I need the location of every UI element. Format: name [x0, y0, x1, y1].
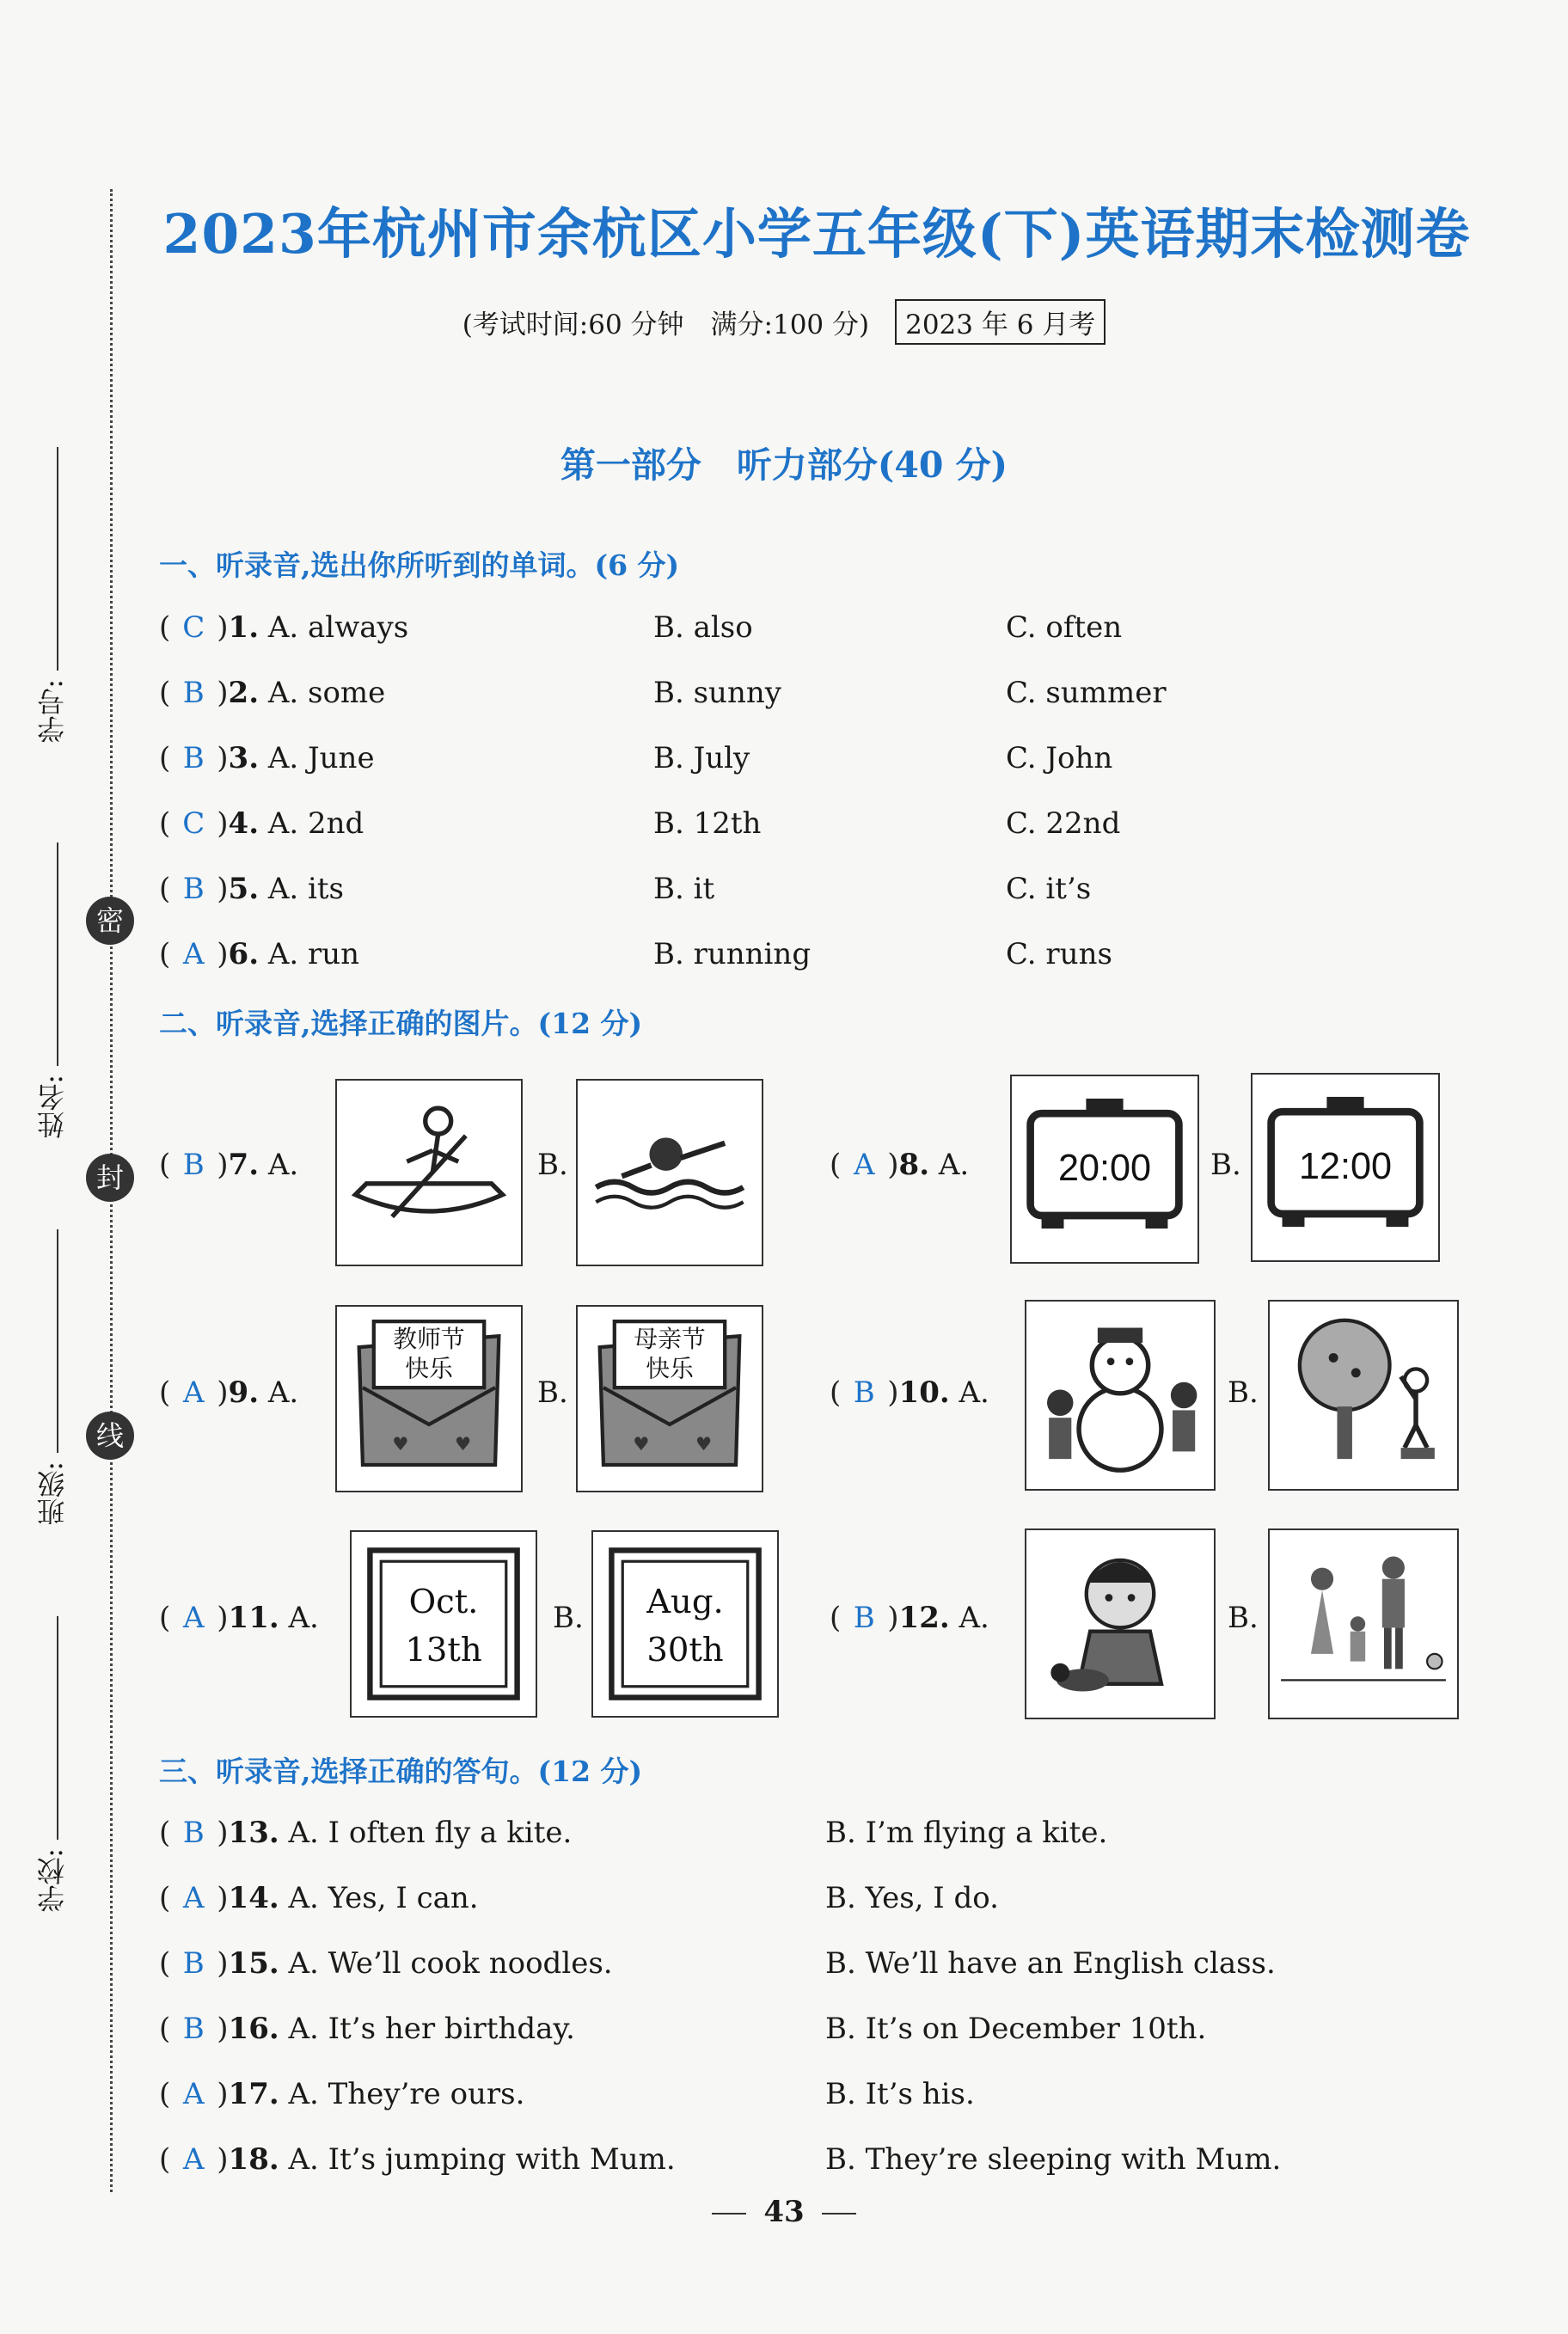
answer: A: [182, 1601, 205, 1635]
option-a: A. some: [267, 676, 386, 710]
boy-with-dog-icon: [1025, 1528, 1216, 1719]
option-a: A. It’s her birthday.: [288, 2012, 575, 2046]
option-a: A. run: [267, 937, 360, 971]
exam-info: [0, 299, 1568, 345]
question-number: 18.: [228, 2142, 279, 2177]
option-b: B. July: [653, 741, 750, 775]
option-b: B. I’m flying a kite.: [825, 1816, 1108, 1850]
page-number-text: 43: [763, 2195, 805, 2229]
clock-b-text: 12:00: [1298, 1145, 1393, 1187]
option-c: C. 22nd: [1006, 806, 1121, 841]
answer: B: [853, 1601, 875, 1635]
date-b-month: Aug.: [646, 1583, 724, 1622]
answer: B: [182, 872, 205, 906]
option-a: A. We’ll cook noodles.: [288, 1946, 613, 1981]
mothers-day-card-icon: [576, 1305, 763, 1492]
option-a: A. I often fly a kite.: [288, 1816, 573, 1850]
question-15: ( B )15. A. We’ll cook noodles.: [159, 1946, 613, 1981]
question-4: ( C )4. A. 2nd: [159, 806, 364, 841]
question-14: ( A )14. A. Yes, I can.: [159, 1881, 479, 1915]
question-1: ( C )1. A. always: [159, 610, 409, 645]
option-b: B. It’s on December 10th.: [825, 2012, 1207, 2046]
question-16: ( B )16. A. It’s her birthday.: [159, 2012, 575, 2046]
answer: B: [182, 1148, 205, 1182]
question-number: 2.: [228, 676, 260, 710]
teachers-day-card-icon: [335, 1305, 523, 1492]
answer: B: [182, 676, 205, 710]
option-a: A. Yes, I can.: [288, 1881, 479, 1915]
school-line: [57, 1616, 58, 1840]
section2-heading: 二、听录音,选择正确的图片。(12 分): [159, 1007, 643, 1040]
option-b: B. Yes, I do.: [825, 1881, 999, 1915]
option-b: B. We’ll have an English class.: [825, 1946, 1276, 1981]
exam-date-box: 2023 年 6 月考: [895, 299, 1106, 345]
answer: B: [182, 1946, 205, 1981]
option-c: C. often: [1006, 610, 1123, 645]
option-c: C. runs: [1006, 937, 1112, 971]
question-6: ( A )6. A. run: [159, 937, 360, 971]
option-b: B. 12th: [653, 806, 762, 841]
question-number: 14.: [228, 1881, 279, 1915]
option-b: B. They’re sleeping with Mum.: [825, 2142, 1282, 2177]
question-number: 4.: [228, 806, 260, 841]
question-number: 15.: [228, 1946, 279, 1981]
question-2: ( B )2. A. some: [159, 676, 386, 710]
question-13: ( B )13. A. I often fly a kite.: [159, 1816, 573, 1850]
answer: A: [182, 1881, 205, 1915]
question-17: ( A )17. A. They’re ours.: [159, 2077, 525, 2111]
date-calendar-b-icon: [591, 1530, 779, 1718]
card-a-line1: 教师节: [393, 1325, 465, 1354]
question-number: 8.: [898, 1148, 930, 1182]
answer: C: [182, 610, 205, 645]
part1-title: 第一部分 听力部分(40 分): [560, 444, 1008, 486]
option-b: B. it: [653, 872, 715, 906]
svg-text:♥: ♥: [454, 1433, 472, 1455]
option-b-label: B.: [1228, 1601, 1259, 1635]
clock-12-icon: [1251, 1073, 1440, 1262]
seal-feng: 封: [86, 1154, 134, 1202]
exam-duration: (考试时间:60 分钟 满分:100 分): [462, 309, 870, 340]
rowing-boat-icon: [335, 1079, 523, 1266]
answer: B: [182, 1816, 205, 1850]
answer: B: [182, 2012, 205, 2046]
section1-heading: 一、听录音,选出你所听到的单词。(6 分): [159, 548, 680, 582]
option-a-label: A.: [959, 1375, 989, 1410]
question-number: 17.: [228, 2077, 279, 2111]
card-a-line2: 快乐: [405, 1354, 453, 1383]
option-b-label: B.: [537, 1375, 568, 1410]
answer: A: [182, 2142, 205, 2177]
question-number: 12.: [898, 1601, 950, 1635]
answer: A: [853, 1148, 875, 1182]
svg-text:♥: ♥: [392, 1433, 409, 1455]
date-calendar-a-icon: [350, 1530, 537, 1718]
option-b: B. sunny: [653, 676, 781, 710]
question-5: ( B )5. A. its: [159, 872, 344, 906]
swimming-icon: [576, 1079, 763, 1266]
answer: A: [182, 2077, 205, 2111]
page-number: [0, 2195, 1568, 2229]
option-b-label: B.: [537, 1148, 568, 1182]
snowman-icon: [1025, 1300, 1216, 1491]
question-number: 10.: [898, 1375, 950, 1410]
option-c: C. summer: [1006, 676, 1167, 710]
question-number: 7.: [228, 1148, 260, 1182]
option-a-label: A.: [959, 1601, 989, 1635]
question-9: ( A )9. A.: [159, 1375, 299, 1410]
date-a-day: 13th: [405, 1630, 482, 1669]
option-a: A. always: [267, 610, 409, 645]
option-b: B. running: [653, 937, 812, 971]
seal-xian: 线: [86, 1412, 134, 1460]
svg-text:♥: ♥: [695, 1433, 713, 1455]
question-11: ( A )11. A.: [159, 1601, 319, 1635]
page-title: 2023年杭州市余杭区小学五年级(下)英语期末检测卷: [162, 202, 1471, 266]
question-number: 13.: [228, 1816, 279, 1850]
option-c: C. it’s: [1006, 872, 1092, 906]
answer: A: [182, 1375, 205, 1410]
name-line: [57, 842, 58, 1066]
option-a: A. 2nd: [267, 806, 364, 841]
svg-text:♥: ♥: [633, 1433, 650, 1455]
answer: A: [182, 937, 205, 971]
option-b: B. It’s his.: [825, 2077, 975, 2111]
card-b-line1: 母亲节: [634, 1325, 706, 1354]
option-a-label: A.: [288, 1601, 319, 1635]
date-b-day: 30th: [646, 1630, 724, 1669]
option-a-label: A.: [267, 1148, 299, 1182]
question-number: 9.: [228, 1375, 260, 1410]
option-c: C. John: [1006, 741, 1113, 775]
seal-mi: 密: [86, 897, 134, 945]
question-8: ( A )8. A.: [830, 1148, 970, 1182]
student-id-label: 学号:: [36, 679, 69, 744]
question-number: 16.: [228, 2012, 279, 2046]
option-a: A. They’re ours.: [288, 2077, 525, 2111]
option-a-label: A.: [267, 1375, 299, 1410]
answer: B: [182, 741, 205, 775]
option-a: A. June: [267, 741, 375, 775]
question-number: 1.: [228, 610, 260, 645]
school-label: 学校:: [36, 1848, 69, 1913]
clock-a-text: 20:00: [1057, 1147, 1152, 1189]
question-number: 6.: [228, 937, 260, 971]
question-number: 5.: [228, 872, 260, 906]
clock-20-icon: [1010, 1075, 1199, 1264]
option-b: B. also: [653, 610, 753, 645]
answer: B: [853, 1375, 875, 1410]
class-label: 班级:: [36, 1461, 69, 1526]
question-number: 3.: [228, 741, 260, 775]
class-line: [57, 1229, 58, 1453]
name-label: 姓名:: [36, 1075, 69, 1139]
option-b-label: B.: [553, 1601, 584, 1635]
question-7: ( B )7. A.: [159, 1148, 299, 1182]
apple-picking-icon: [1268, 1300, 1459, 1491]
option-a: A. its: [267, 872, 344, 906]
answer: C: [182, 806, 205, 841]
question-number: 11.: [228, 1601, 279, 1635]
option-b-label: B.: [1210, 1148, 1241, 1182]
question-18: ( A )18. A. It’s jumping with Mum.: [159, 2142, 676, 2177]
section3-heading: 三、听录音,选择正确的答句。(12 分): [159, 1755, 643, 1788]
question-12: ( B )12. A.: [830, 1601, 989, 1635]
card-b-line2: 快乐: [646, 1354, 694, 1383]
question-3: ( B )3. A. June: [159, 741, 375, 775]
option-b-label: B.: [1228, 1375, 1259, 1410]
question-10: ( B )10. A.: [830, 1375, 989, 1410]
family-walking-icon: [1268, 1528, 1459, 1719]
option-a: A. It’s jumping with Mum.: [288, 2142, 676, 2177]
date-a-month: Oct.: [408, 1583, 479, 1622]
option-a-label: A.: [938, 1148, 970, 1182]
